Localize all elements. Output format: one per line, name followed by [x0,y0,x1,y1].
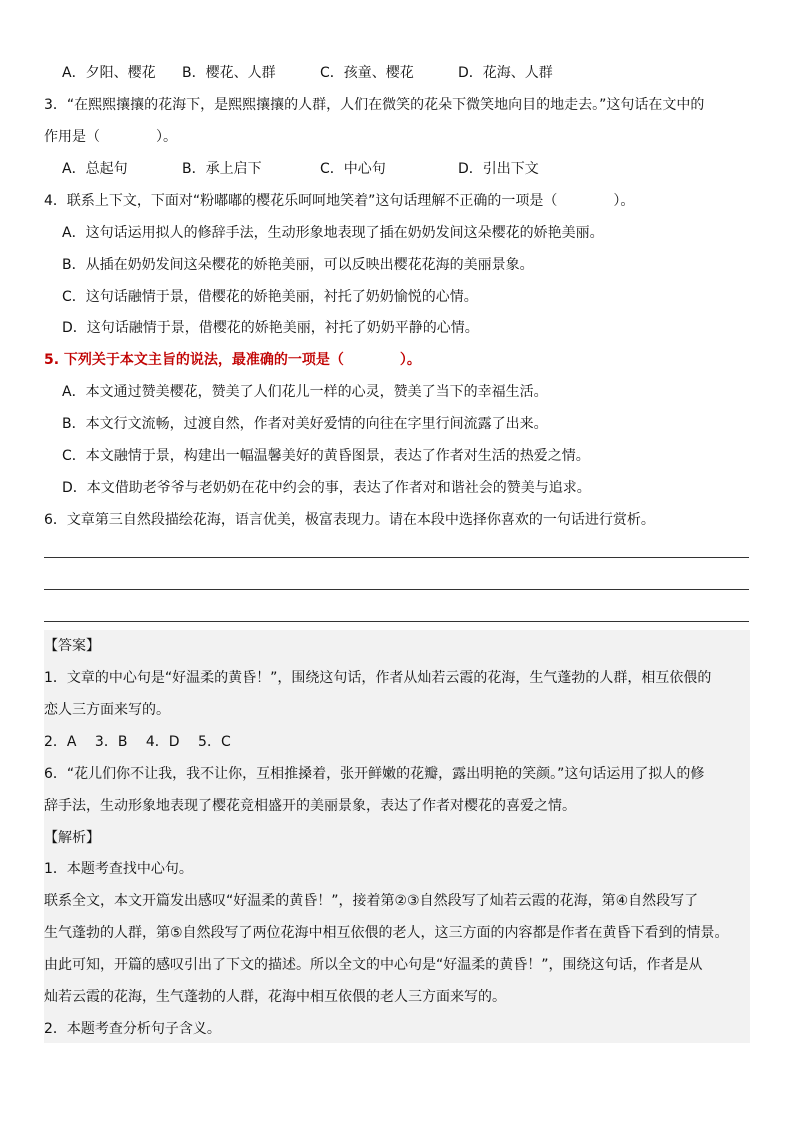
analysis-2: 2．本题考查分析句子含义。 [44,1021,221,1037]
q5-option-a: A．本文通过赞美樱花，赞美了人们花儿一样的心灵，赞美了当下的幸福生活。 [62,384,548,400]
q5-option-d: D．本文借助老爷爷与老奶奶在花中约会的事，表达了作者对和谐社会的赞美与追求。 [62,480,591,496]
answer-6-line2: 辞手法，生动形象地表现了樱花竞相盛开的美丽景象，表达了作者对樱花的喜爱之情。 [44,798,576,814]
q5-option-b: B．本文行文流畅，过渡自然，作者对美好爱情的向往在字里行间流露了出来。 [62,416,548,432]
answer-choices: 2．A 3．B 4．D 5．C [44,734,231,750]
q4-option-d: D．这句话融情于景，借樱花的娇艳美丽，衬托了奶奶平静的心情。 [62,320,479,336]
analysis-1-line4: 灿若云霞的花海，生气蓬勃的人群，花海中相互依偎的老人三方面来写的。 [44,989,506,1005]
analysis-1-line2: 生气蓬勃的人群，第⑤自然段写了两位花海中相互依偎的老人，这三方面的内容都是作者在黄昏下看到的情景。 [44,925,729,941]
answer-heading: 【答案】 [44,638,100,654]
q2-option-b: B．樱花、人群 [182,65,276,81]
q2-option-d: D．花海、人群 [458,65,553,81]
q3-stem-line1: 3．“在熙熙攘攘的花海下，是熙熙攘攘的人群，人们在微笑的花朵下微笑地向目的地走去。”这句话在文中的 [44,97,705,113]
q3-option-d: D．引出下文 [458,161,539,177]
answer-section-background [44,630,750,1043]
q5-stem: 5. 下列关于本文主旨的说法，最准确的一项是（ ）。 [44,352,421,368]
q6-stem: 6．文章第三自然段描绘花海，语言优美，极富表现力。请在本段中选择你喜欢的一句话进行赏析。 [44,512,655,528]
q3-option-b: B．承上启下 [182,161,262,177]
q3-stem-line2: 作用是（ ）。 [44,129,177,145]
q4-stem: 4．联系上下文，下面对“粉嘟嘟的樱花乐呵呵地笑着”这句话理解不正确的一项是（ ）。 [44,193,635,209]
q4-option-a: A．这句话运用拟人的修辞手法，生动形象地表现了插在奶奶发间这朵樱花的娇艳美丽。 [62,225,604,241]
answer-1-line1: 1．文章的中心句是“好温柔的黄昏！”，围绕这句话，作者从灿若云霞的花海，生气蓬勃的人群，相互依偎的 [44,670,712,686]
q2-option-a: A．夕阳、樱花 [62,65,156,81]
answer-6-line1: 6．“花儿们你不让我，我不让你，互相推搡着，张开鲜嫩的花瓣，露出明艳的笑颜。”这句话运用了拟人的修 [44,766,705,782]
answer-line-3 [44,621,749,622]
analysis-1-line1: 联系全文，本文开篇发出感叹“好温柔的黄昏！”，接着第②③自然段写了灿若云霞的花海，第④自然段写了 [44,893,699,909]
q5-option-c: C．本文融情于景，构建出一幅温馨美好的黄昏图景，表达了作者对生活的热爱之情。 [62,448,590,464]
q2-option-c: C．孩童、樱花 [320,65,414,81]
q3-option-c: C．中心句 [320,161,386,177]
answer-line-1 [44,557,749,558]
analysis-1: 1．本题考查找中心句。 [44,861,193,877]
analysis-heading: 【解析】 [44,830,100,846]
answer-1-line2: 恋人三方面来写的。 [44,702,170,718]
analysis-1-line3: 由此可知，开篇的感叹引出了下文的描述。所以全文的中心句是“好温柔的黄昏！”，围绕这句话，作者是从 [44,957,703,973]
q4-option-b: B．从插在奶奶发间这朵樱花的娇艳美丽，可以反映出樱花花海的美丽景象。 [62,257,534,273]
answer-line-2 [44,589,749,590]
q4-option-c: C．这句话融情于景，借樱花的娇艳美丽，衬托了奶奶愉悦的心情。 [62,289,478,305]
q3-option-a: A．总起句 [62,161,128,177]
